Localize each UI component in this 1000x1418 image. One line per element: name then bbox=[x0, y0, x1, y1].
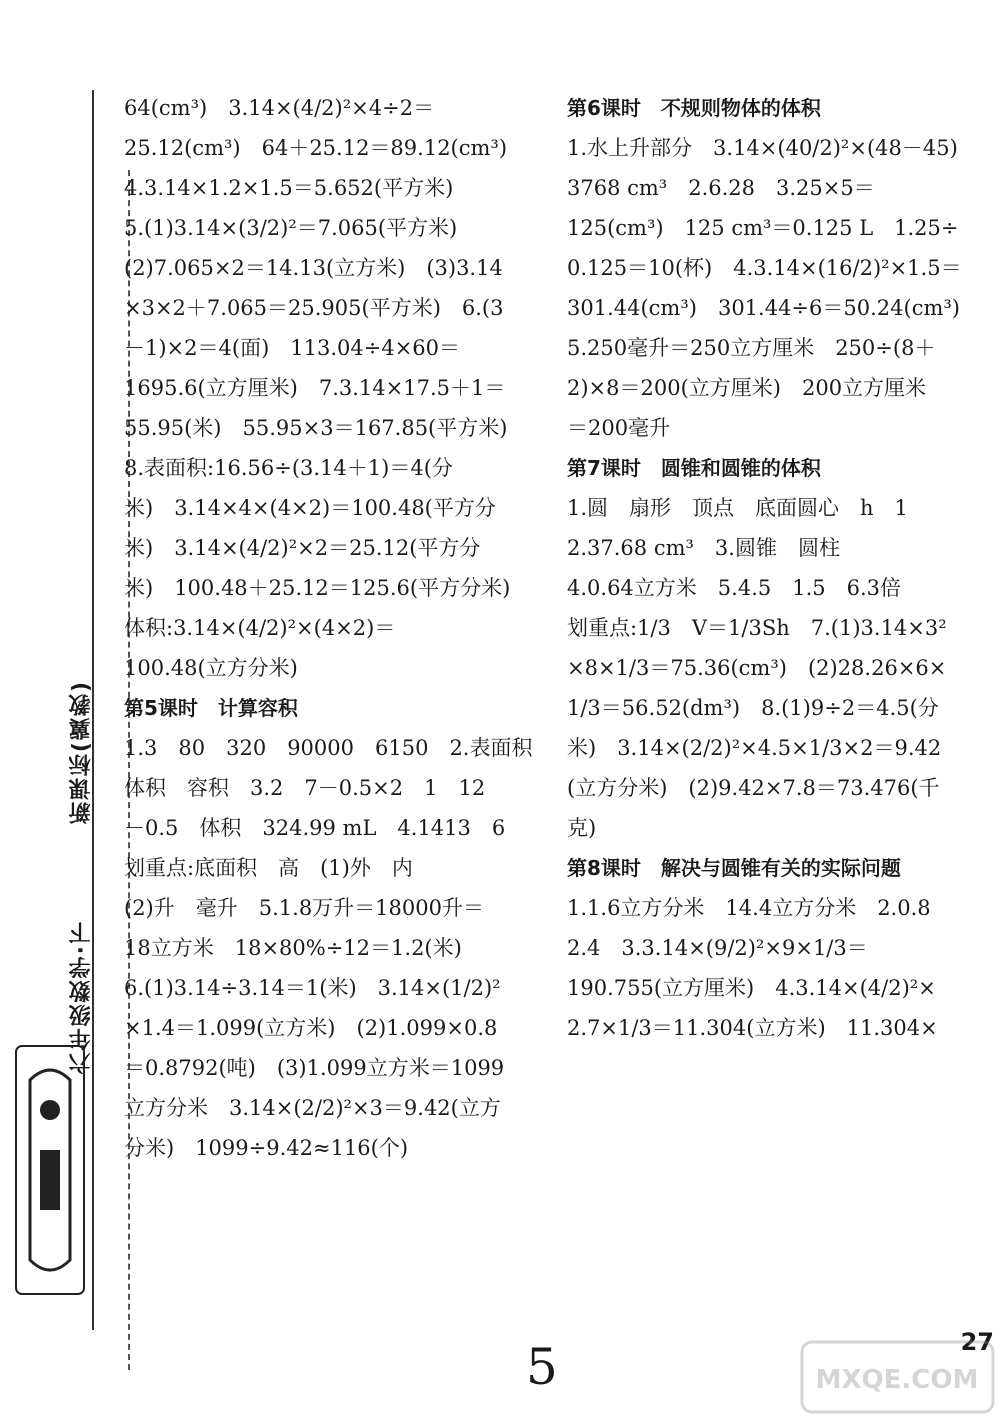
right-answer-column bbox=[567, 88, 967, 1048]
handwritten-mark: 5 bbox=[526, 1338, 558, 1396]
grade-label: 六年级数学·下 bbox=[69, 920, 94, 1075]
answer-line: 2.7×1/3＝11.304(立方米) 11.304× bbox=[567, 1016, 938, 1040]
answer-line: ×8×1/3＝75.36(cm³) (2)28.26×6× bbox=[567, 656, 947, 680]
answer-line: 1.圆 扇形 顶点 底面圆心 h 1 bbox=[567, 496, 908, 520]
watermark-logo bbox=[800, 1340, 995, 1414]
answer-line: (2)7.065×2＝14.13(立方米) (3)3.14 bbox=[124, 256, 503, 280]
answer-line: 25.12(cm³) 64＋25.12＝89.12(cm³) bbox=[124, 136, 508, 160]
answer-line: 1.3 80 320 90000 6150 2.表面积 bbox=[124, 736, 533, 760]
answer-line: 2)×8＝200(立方厘米) 200立方厘米 bbox=[567, 376, 927, 400]
watermark-text: MXQE.COM bbox=[815, 1365, 979, 1395]
answer-line: 2.37.68 cm³ 3.圆锥 圆柱 bbox=[567, 536, 840, 560]
answer-line: 1695.6(立方厘米) 7.3.14×17.5＋1＝ bbox=[124, 376, 506, 400]
answer-line: 301.44(cm³) 301.44÷6＝50.24(cm³) bbox=[567, 296, 960, 320]
lesson-heading: 第6课时 不规则物体的体积 bbox=[567, 96, 821, 120]
answer-line: 0.125＝10(杯) 4.3.14×(16/2)²×1.5＝ bbox=[567, 256, 962, 280]
answer-line: －1)×2＝4(面) 113.04÷4×60＝ bbox=[124, 336, 461, 360]
series-label: 新课标(冀教) bbox=[69, 680, 94, 825]
answer-line: (立方分米) (2)9.42×7.8＝73.476(千 bbox=[567, 776, 940, 800]
answer-line: ×1.4＝1.099(立方米) (2)1.099×0.8 bbox=[124, 1016, 498, 1040]
answer-line: 18立方米 18×80%÷12＝1.2(米) bbox=[124, 936, 462, 960]
answer-line: 划重点:1/3 V＝1/3Sh 7.(1)3.14×3² bbox=[567, 616, 947, 640]
answer-line: 1.1.6立方分米 14.4立方分米 2.0.8 bbox=[567, 896, 931, 920]
answer-line: 米) 100.48＋25.12＝125.6(平方分米) bbox=[124, 576, 511, 600]
answer-line: 8.表面积:16.56÷(3.14＋1)＝4(分 bbox=[124, 456, 453, 480]
answer-line: 米) 3.14×4×(4×2)＝100.48(平方分 bbox=[124, 496, 496, 520]
answer-line: 5.250毫升＝250立方厘米 250÷(8＋ bbox=[567, 336, 936, 360]
answer-line: 190.755(立方厘米) 4.3.14×(4/2)²× bbox=[567, 976, 936, 1000]
answer-line: 125(cm³) 125 cm³＝0.125 L 1.25÷ bbox=[567, 216, 959, 240]
answer-line: 体积 容积 3.2 7－0.5×2 1 12 bbox=[124, 776, 486, 800]
answer-line: 克) bbox=[567, 816, 597, 840]
answer-line: 米) 3.14×(4/2)²×2＝25.12(平方分 bbox=[124, 536, 481, 560]
answer-line: ＝200毫升 bbox=[567, 416, 671, 440]
lesson-heading: 第7课时 圆锥和圆锥的体积 bbox=[567, 456, 821, 480]
lesson-heading: 第5课时 计算容积 bbox=[124, 696, 298, 720]
answer-line: (2)升 毫升 5.1.8万升＝18000升＝ bbox=[124, 896, 484, 920]
lesson-heading: 第8课时 解决与圆锥有关的实际问题 bbox=[567, 856, 901, 880]
brand-logo bbox=[10, 1040, 90, 1300]
answer-line: 立方分米 3.14×(2/2)²×3＝9.42(立方 bbox=[124, 1096, 501, 1120]
answer-line: 1/3＝56.52(dm³) 8.(1)9÷2＝4.5(分 bbox=[567, 696, 939, 720]
answer-line: 体积:3.14×(4/2)²×(4×2)＝ bbox=[124, 616, 396, 640]
page-number: 27 bbox=[960, 1328, 994, 1356]
answer-line: 2.4 3.3.14×(9/2)²×9×1/3＝ bbox=[567, 936, 868, 960]
answer-line: －0.5 体积 324.99 mL 4.1413 6 bbox=[124, 816, 506, 840]
answer-line: 5.(1)3.14×(3/2)²＝7.065(平方米) bbox=[124, 216, 458, 240]
answer-line: 划重点:底面积 高 (1)外 内 bbox=[124, 856, 413, 880]
answer-line: ×3×2＋7.065＝25.905(平方米) 6.(3 bbox=[124, 296, 504, 320]
answer-line: 64(cm³) 3.14×(4/2)²×4÷2＝ bbox=[124, 96, 435, 120]
answer-line: 1.水上升部分 3.14×(40/2)²×(48－45) bbox=[567, 136, 958, 160]
answer-line: 3768 cm³ 2.6.28 3.25×5＝ bbox=[567, 176, 875, 200]
left-answer-column bbox=[124, 88, 533, 1168]
answer-line: 分米) 1099÷9.42≈116(个) bbox=[124, 1136, 409, 1160]
answer-line: 4.3.14×1.2×1.5＝5.652(平方米) bbox=[124, 176, 454, 200]
answer-line: 55.95(米) 55.95×3＝167.85(平方米) bbox=[124, 416, 508, 440]
answer-line: 100.48(立方分米) bbox=[124, 656, 298, 680]
answer-line: 6.(1)3.14÷3.14＝1(米) 3.14×(1/2)² bbox=[124, 976, 501, 1000]
answer-line: ＝0.8792(吨) (3)1.099立方米＝1099 bbox=[124, 1056, 505, 1080]
answer-line: 4.0.64立方米 5.4.5 1.5 6.3倍 bbox=[567, 576, 902, 600]
answer-line: 米) 3.14×(2/2)²×4.5×1/3×2＝9.42 bbox=[567, 736, 942, 760]
